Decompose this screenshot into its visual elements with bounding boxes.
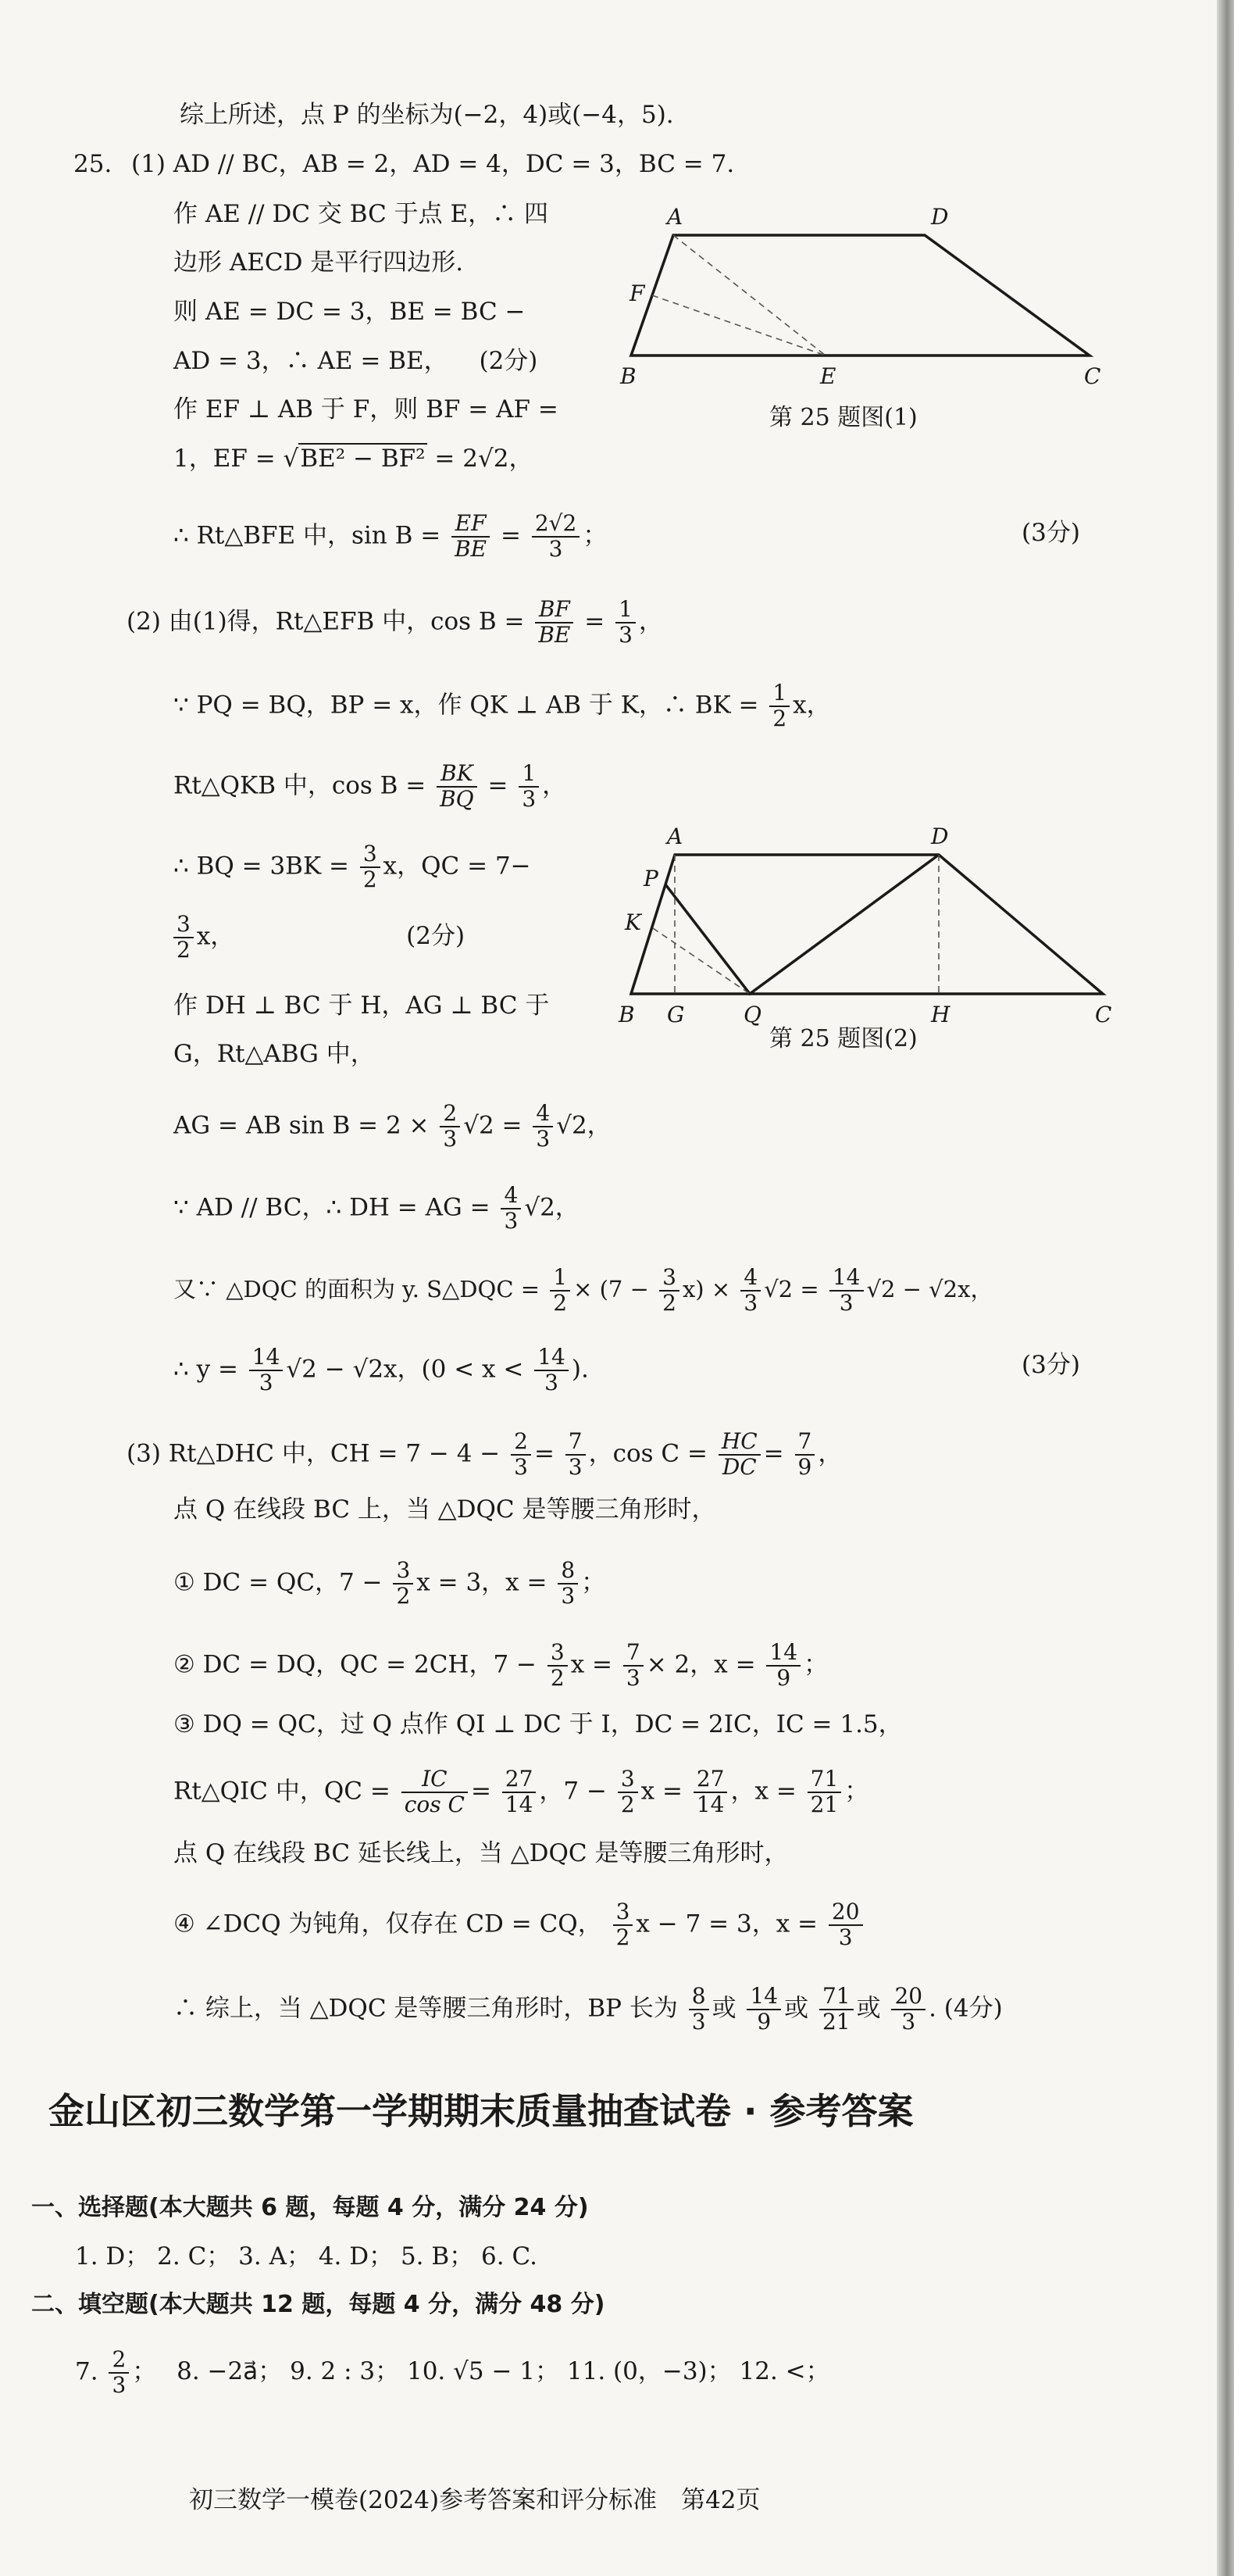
trapezoid-figure-1	[609, 199, 1117, 418]
label-c: C	[1084, 363, 1101, 389]
answer-line: ∴ Rt△BFE 中，sin B = $\frac{EF}{BE}$ = $\frac{2√2}{3}$ ；	[173, 510, 608, 562]
answer-line: Rt△QIC 中，QC = $\frac{IC}{\text{cos C}}$ = $\frac{27}{14}$ ，7 − $\frac{3}{2}$ x = $\frac{27}{14}$ ，x = $\frac{71}{21}$ ；	[173, 1766, 869, 1817]
answer-line: ∴ y = $\frac{14}{3}$ √2 − √2x，(0 < x < $\frac{14}{3}$ ).	[173, 1344, 589, 1395]
label-b: B	[619, 1002, 635, 1027]
label-f: F	[629, 280, 645, 306]
answer-line: 则 AE = DC = 3，BE = BC −	[173, 298, 526, 326]
answer-line: (3) Rt△DHC 中，CH = 7 − 4 − $\frac{2}{3}$ = $\frac{7}{3}$ ，cos C = $\frac{HC}{DC}$ = $\frac{7}{9}$ ，	[127, 1428, 843, 1480]
label-e: E	[820, 363, 836, 389]
answer-line: ④ ∠DCQ 为钝角，仅存在 CD = CQ， $\frac{3}{2}$ x − 7 = 3，x = $\frac{20}{3}$	[173, 1900, 866, 1950]
answer-line: $\frac{3}{2}$ x， (2分)	[173, 913, 465, 963]
answer-line: 又∵ △DQC 的面积为 y. S△DQC = $\frac{1}{2}$ × (7 − $\frac{3}{2}$ x) × $\frac{4}{3}$ √2 = $\frac{14}{3}$ √2 − √2x，	[173, 1264, 993, 1316]
score-mark: (2分)	[479, 347, 538, 375]
label-d: D	[931, 824, 949, 849]
label-d: D	[931, 204, 949, 230]
answer-line: 1，EF = √BE² − BF² = 2√2，	[173, 445, 533, 473]
answer-line: ③ DQ = QC，过 Q 点作 QI ⊥ DC 于 I，DC = 2IC，IC = 1.5，	[173, 1710, 903, 1738]
label-k: K	[625, 909, 641, 935]
answer-line: (1) AD // BC，AB = 2，AD = 4，DC = 3，BC = 7.	[131, 150, 735, 178]
page-edge-shadow	[1217, 0, 1234, 2576]
answer-line: 作 AE // DC 交 BC 于点 E，∴ 四	[173, 200, 549, 228]
label-p: P	[644, 866, 658, 891]
answer-line: ∴ BQ = 3BK = $\frac{3}{2}$ x，QC = 7−	[173, 841, 531, 892]
answer-line: (2) 由(1)得，Rt△EFB 中，cos B = $\frac{BF}{BE}$ = $\frac{1}{3}$ ，	[127, 596, 663, 648]
score-mark: (2分)	[406, 922, 465, 951]
answer-line: Rt△QKB 中，cos B = $\frac{BK}{BQ}$ = $\frac{1}{3}$ ，	[173, 760, 567, 812]
answer-line: 1. D； 2. C； 3. A； 4. D； 5. B； 6. C.	[75, 2242, 537, 2271]
answer-line: 综上所述，点 P 的坐标为(−2，4)或(−4，5).	[180, 101, 674, 129]
figure-caption: 第 25 题图(2)	[769, 1025, 918, 1052]
answer-line: AG = AB sin B = 2 × $\frac{2}{3}$ √2 = $\frac{4}{3}$ √2，	[173, 1100, 612, 1152]
section-title: 一、选择题(本大题共 6 题，每题 4 分，满分 24 分)	[31, 2194, 589, 2221]
trapezoid-figure-2	[609, 820, 1117, 1031]
answer-line: 边形 AECD 是平行四边形.	[173, 248, 464, 277]
label-g: G	[667, 1002, 685, 1027]
label-h: H	[931, 1002, 950, 1027]
score-mark: (3分)	[1022, 519, 1080, 547]
score-mark: (3分)	[1022, 1351, 1080, 1379]
answer-line: ∴ 综上，当 △DQC 是等腰三角形时，BP 长为 $\frac{8}{3}$ 或 $\frac{14}{9}$ 或 $\frac{71}{21}$ 或 $\frac{20}{3}$ . (4分)	[173, 1983, 1003, 2035]
answer-line: G，Rt△ABG 中，	[173, 1040, 375, 1068]
label-c: C	[1095, 1002, 1112, 1027]
answer-line: 7. $\frac{2}{3}$ ； 8. −2a⃗； 9. 2 : 3； 10. √5 − 1； 11. (0，−3)； 12. <；	[75, 2346, 830, 2398]
answer-line: 作 DH ⊥ BC 于 H，AG ⊥ BC 于	[173, 991, 550, 1020]
exam-heading: 金山区初三数学第一学期期末质量抽查试卷 · 参考答案	[48, 2090, 914, 2132]
figure-caption: 第 25 题图(1)	[769, 404, 918, 431]
problem-number: 25.	[73, 150, 112, 178]
answer-line: AD = 3，∴ AE = BE， (2分)	[173, 347, 538, 375]
label-a: A	[667, 824, 683, 849]
answer-line: ∵ AD // BC，∴ DH = AG = $\frac{4}{3}$ √2，	[173, 1182, 580, 1234]
score-mark: (4分)	[943, 1994, 1003, 2023]
label-a: A	[667, 204, 683, 230]
answer-line: 作 EF ⊥ AB 于 F，则 BF = AF =	[173, 395, 558, 423]
answer-line: 点 Q 在线段 BC 上，当 △DQC 是等腰三角形时，	[173, 1495, 716, 1524]
answer-line: 点 Q 在线段 BC 延长线上，当 △DQC 是等腰三角形时，	[173, 1839, 789, 1867]
label-q: Q	[744, 1002, 761, 1027]
section-title: 二、填空题(本大题共 12 题，每题 4 分，满分 48 分)	[31, 2291, 605, 2318]
answer-line: ② DC = DQ，QC = 2CH，7 − $\frac{3}{2}$ x = $\frac{7}{3}$ × 2，x = $\frac{14}{9}$ ；	[173, 1639, 829, 1691]
label-b: B	[620, 363, 637, 389]
page-footer: 初三数学一模卷(2024)参考答案和评分标准 第42页	[189, 2486, 761, 2514]
answer-line: ∵ PQ = BQ，BP = x，作 QK ⊥ AB 于 K，∴ BK = $\frac{1}{2}$ x，	[173, 680, 831, 731]
answer-line: ① DC = QC，7 − $\frac{3}{2}$ x = 3，x = $\frac{8}{3}$ ；	[173, 1557, 606, 1609]
